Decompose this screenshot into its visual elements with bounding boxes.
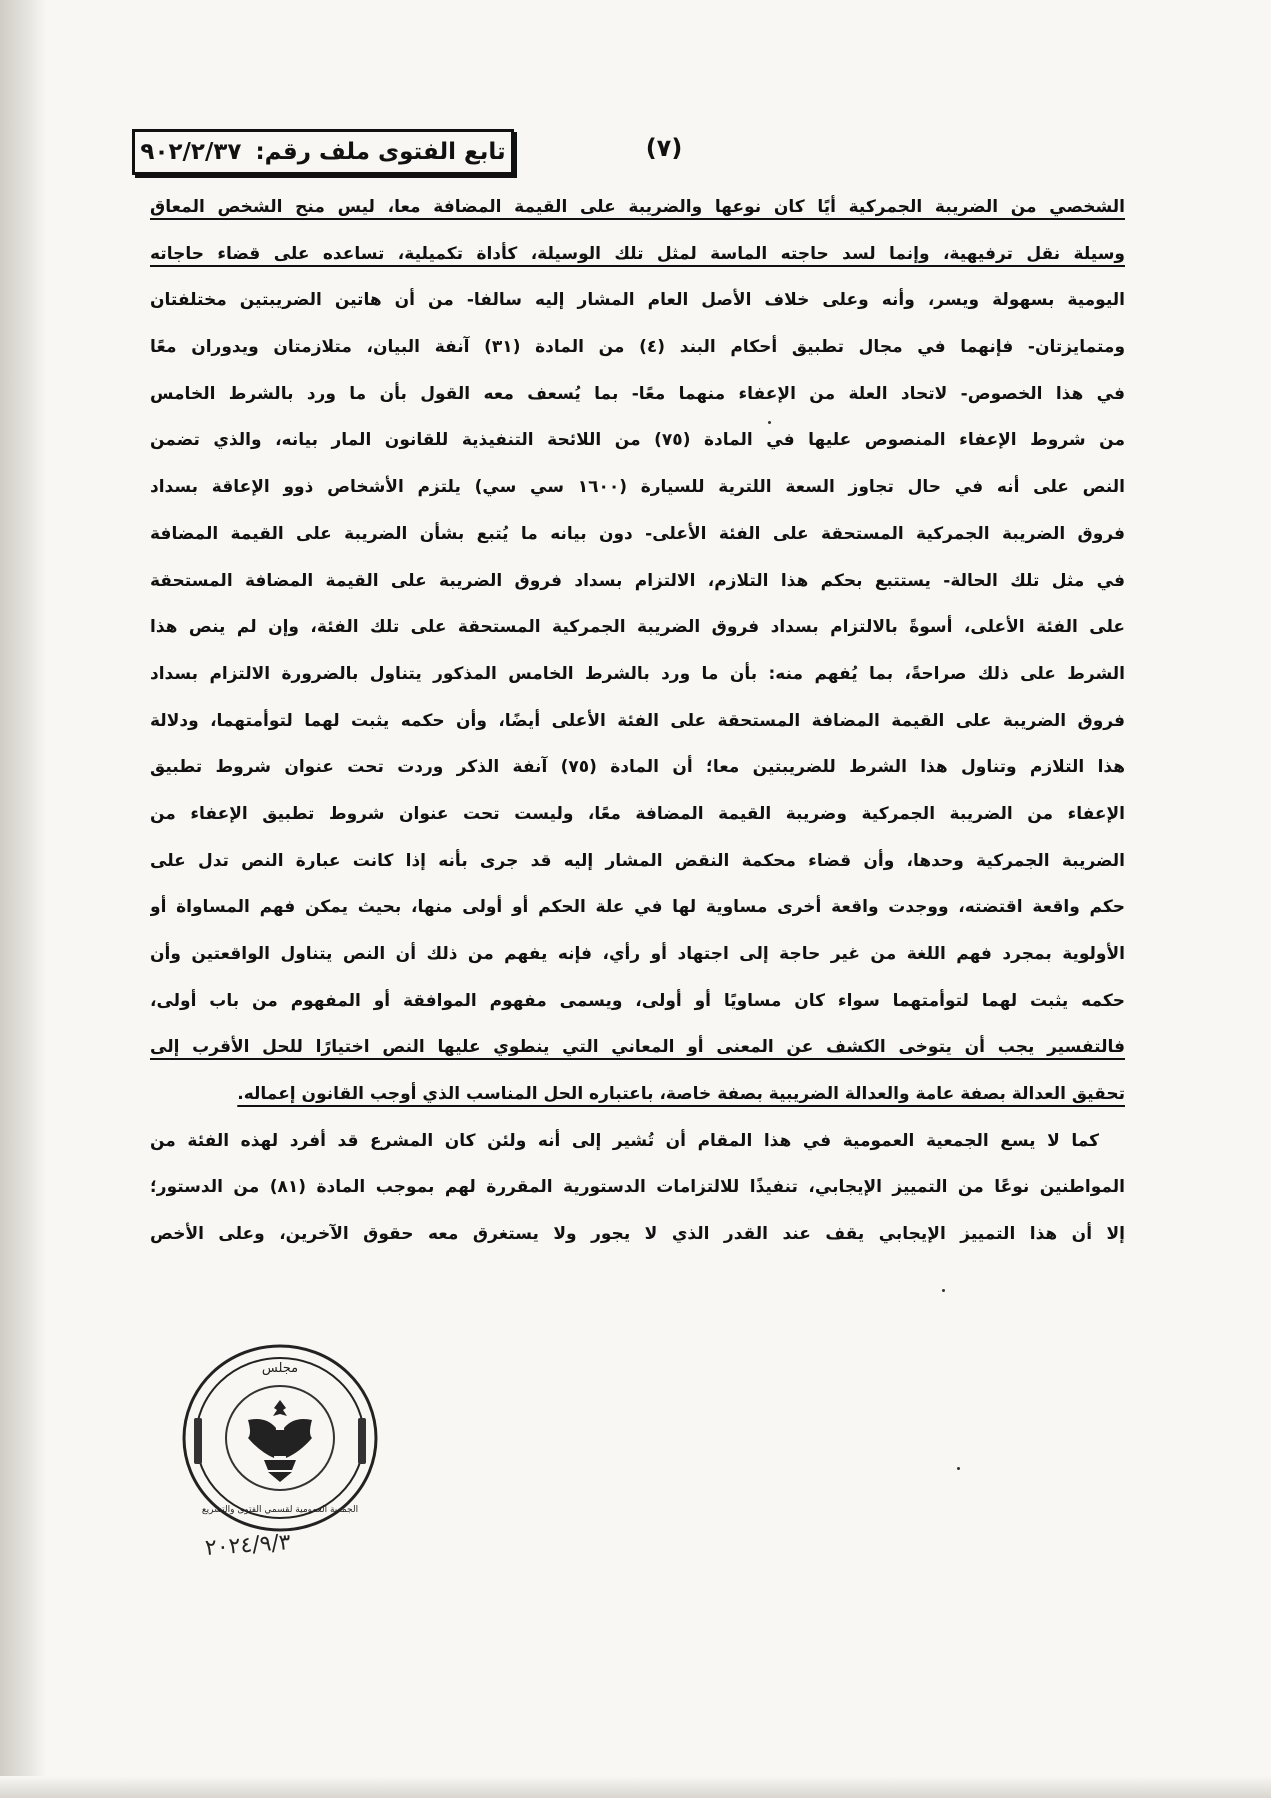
body-line: حكمه يثبت لهما لتوأمتهما سواء كان مساويًا أو أولى، ويسمى مفهوم الموافقة أو المفهوم من باب أولى، (150, 990, 1125, 1011)
body-line: الأولوية بمجرد فهم اللغة من غير حاجة إلى اجتهاد أو رأي، فإنه يفهم من ذلك أن النص يتناول الواقعتين وأن (150, 944, 1125, 964)
body-line: كما لا يسع الجمعية العمومية في هذا المقام أن تُشير إلى أنه ولئن كان المشرع قد أفرد لهذه الفئة من (150, 1130, 1099, 1151)
body-line: وسيلة نقل ترفيهية، وإنما لسد حاجته الماسة لمثل تلك الوسيلة، كأداة تكميلية، تساعده على قضاء حاجاته (150, 243, 1125, 264)
handwritten-date: ٢٠٢٤/٩/٣ (204, 1530, 292, 1561)
body-line: في مثل تلك الحالة- يستتبع بحكم هذا التلازم، الالتزام بسداد فروق الضريبة على القيمة المضافة المستحقة (150, 570, 1125, 591)
scan-bottom-shadow (0, 1776, 1271, 1798)
body-line: فروق الضريبة على القيمة المضافة المستحقة على الفئة الأعلى أيضًا، وأن حكمه يثبت لهما لتوأمتهما، ودلالة (150, 710, 1125, 731)
body-line: حكم واقعة اقتضته، ووجدت واقعة أخرى مساوية لها في علة الحكم أو أولى منها، بحيث يمكن فهم المساواة أو (150, 897, 1125, 918)
body-line: الضريبة الجمركية وحدها، وأن قضاء محكمة النقض المشار إليه قد جرى بأنه إذا كانت عبارة النص تدل على (150, 850, 1125, 871)
body-line: تحقيق العدالة بصفة عامة والعدالة الضريبية بصفة خاصة، باعتباره الحل المناسب الذي أوجب القانون إعماله. (237, 1084, 1125, 1105)
scan-speck (942, 1289, 945, 1292)
body-line: فالتفسير يجب أن يتوخى الكشف عن المعنى أو المعاني التي ينطوي عليها النص اختيارًا للحل الأقرب إلى (150, 1037, 1125, 1058)
page-number: (٧) (645, 134, 683, 162)
body-line: على الفئة الأعلى، أسوةً بالالتزام بسداد فروق الضريبة الجمركية المستحقة على تلك الفئة، وإن لم ينص هذا (150, 617, 1125, 638)
body-line: في هذا الخصوص- لاتحاد العلة من الإعفاء منهما معًا- بما يُسعف معه القول بأن ما ورد بالشرط الخامس (150, 383, 1125, 404)
body-line: الشخصي من الضريبة الجمركية أيًا كان نوعها والضريبة على القيمة المضافة معا، ليس منح الشخص المعاق (150, 197, 1125, 217)
body-line: إلا أن هذا التمييز الإيجابي يقف عند القدر الذي لا يجور ولا يستغرق معه حقوق الآخرين، وعلى الأخص (150, 1224, 1125, 1245)
eagle-emblem-icon (248, 1400, 312, 1482)
body-line: ومتمايزتان- فإنهما في مجال تطبيق أحكام البند (٤) من المادة (٣١) آنفة البيان، متلازمتان ويدوران معًا (150, 337, 1125, 358)
document-body (150, 184, 1125, 1258)
body-line: الشرط على ذلك صراحةً، بما يُفهم منه: بأن ما ورد بالشرط الخامس المذكور يتناول بالضرورة الالتزام بسداد (150, 663, 1125, 684)
seal-bottom-text: الجمعية العمومية لقسمي الفتوى والتشريع (201, 1505, 359, 1515)
scan-speck (957, 1467, 960, 1470)
body-line: الإعفاء من الضريبة الجمركية وضريبة القيمة المضافة معًا، وليست تحت عنوان شروط تطبيق الإعفاء من (150, 803, 1125, 824)
file-number: ٩٠٢/٢/٣٧ (140, 139, 242, 165)
body-line: من شروط الإعفاء المنصوص عليها في المادة (٧٥) من اللائحة التنفيذية للقانون المار بيانه، والذي تضمن (150, 430, 1125, 451)
body-line: المواطنين نوعًا من التمييز الإيجابي، تنفيذًا للالتزامات الدستورية المقررة لهم بموجب المادة (٨١) من الدستور؛ (150, 1177, 1125, 1198)
file-reference-box (132, 129, 514, 175)
seal-top-text: مجلس (261, 1361, 299, 1376)
body-line: هذا التلازم وتناول هذا الشرط للضريبتين معا؛ أن المادة (٧٥) آنفة الذكر وردت تحت عنوان شروط تطبيق (150, 757, 1125, 778)
body-line: اليومية بسهولة ويسر، وأنه وعلى خلاف الأصل العام المشار إليه سالفا- من أن هاتين الضريبتين مختلفتان (150, 290, 1125, 311)
official-seal (178, 1338, 383, 1538)
file-reference-label: تابع الفتوى ملف رقم: (255, 139, 506, 165)
scan-speck (768, 421, 771, 424)
body-line: النص على أنه في حال تجاوز السعة اللترية للسيارة (١٦٠٠ سي سي) يلتزم الأشخاص ذوو الإعاقة بسداد (150, 477, 1125, 498)
body-line: فروق الضريبة الجمركية المستحقة على الفئة الأعلى- دون بيانه ما يُتبع بشأن الضريبة على القيمة المضافة (150, 523, 1125, 544)
scan-edge-shadow (0, 0, 46, 1798)
